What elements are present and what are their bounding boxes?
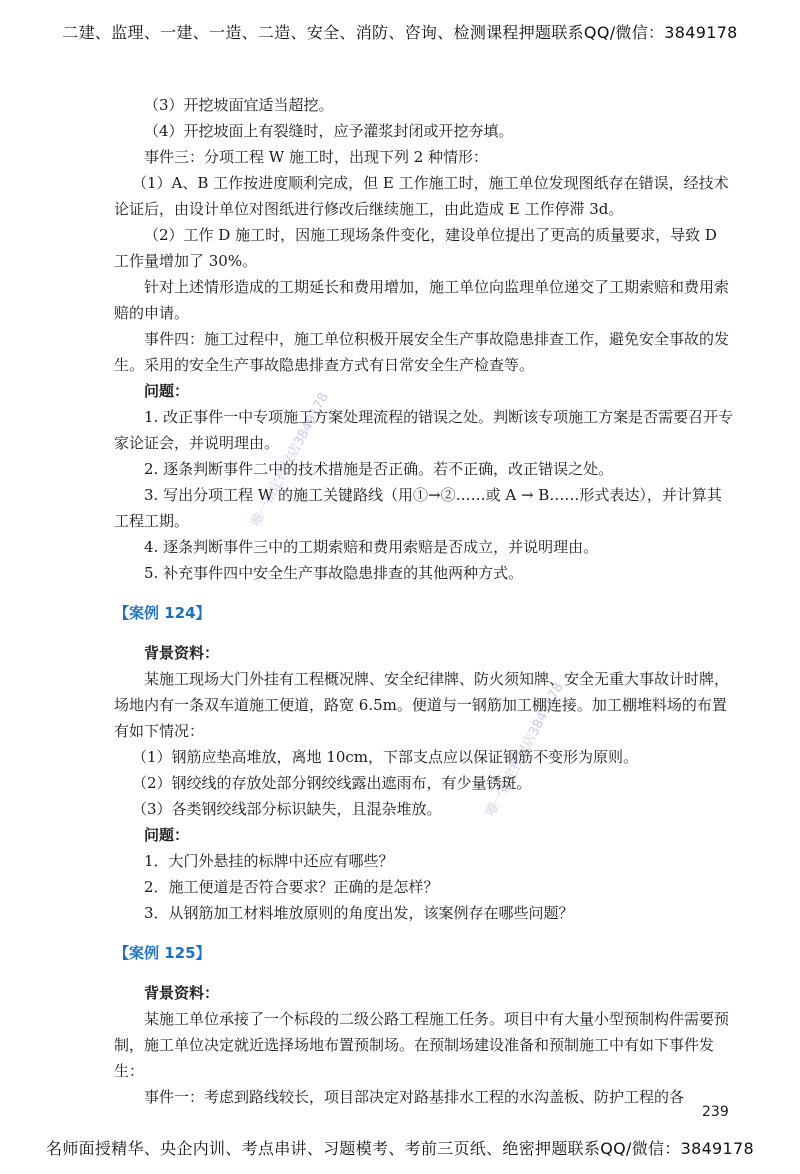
list-item: （1）钢筋应垫高堆放，离地 10cm，下部支点应以保证钢筋不变形为原则。 [132,748,639,766]
background-heading: 背景资料： [144,984,220,1002]
background-heading: 背景资料： [144,644,220,662]
watermark: 唯一指定授权店3849178 [248,390,332,529]
question-item: 3. 写出分项工程 W 的施工关键路线（用①→②……或 A → B……形式表达），并计算其工程工期。 [114,486,722,530]
question-item: 2．施工便道是否符合要求？正确的是怎样？ [144,878,439,896]
question-item: 2. 逐条判断事件二中的技术措施是否正确。若不正确，改正错误之处。 [144,460,614,478]
questions-heading: 问题： [144,826,190,844]
paragraph: 事件三：分项工程 W 施工时，出现下列 2 种情形： [144,148,489,166]
case-124-title: 【案例 124】 [114,604,211,622]
paragraph: 某施工现场大门外挂有工程概况牌、安全纪律牌、防火须知牌、安全无重大事故计时牌，场地内有一条双车道施工便道，路宽 6.5m。便道与一钢筋加工棚连接。加工棚堆料场的布置有如下情况： [114,670,730,740]
page-number: 239 [702,1104,729,1120]
page-content [114,92,736,1110]
paragraph: （2）工作 D 施工时，因施工现场条件变化，建设单位提出了更高的质量要求，导致 D 工作量增加了 30%。 [114,226,717,270]
paragraph: （1）A、B 工作按进度顺利完成，但 E 工作施工时，施工单位发现图纸存在错误，经技术论证后，由设计单位对图纸进行修改后继续施工，由此造成 E 工作停滞 3d。 [114,174,729,218]
question-item: 1．大门外悬挂的标牌中还应有哪些？ [144,852,394,870]
questions-heading: 问题： [144,382,190,400]
paragraph: （4）开挖坡面上有裂缝时，应予灌浆封闭或开挖夯填。 [144,122,514,140]
watermark: 唯一指定授权店3849178 [483,680,567,819]
question-item: 4. 逐条判断事件三中的工期索赔和费用索赔是否成立，并说明理由。 [144,538,599,556]
question-item: 5. 补充事件四中安全生产事故隐患排查的其他两种方式。 [144,564,524,582]
header-banner: 二建、监理、一建、一造、二造、安全、消防、咨询、检测课程押题联系QQ/微信：3849178 [62,23,738,42]
paragraph: （3）开挖坡面宜适当超挖。 [144,96,334,114]
list-item: （2）钢绞线的存放处部分钢绞线露出遮雨布，有少量锈斑。 [132,774,532,792]
paragraph: 事件四：施工过程中，施工单位积极开展安全生产事故隐患排查工作，避免安全事故的发生。采用的安全生产事故隐患排查方式有日常安全生产检查等。 [114,330,730,374]
paragraph: 针对上述情形造成的工期延长和费用增加，施工单位向监理单位递交了工期索赔和费用索赔的申请。 [114,278,730,322]
paragraph: 事件一：考虑到路线较长，项目部决定对路基排水工程的水沟盖板、防护工程的各 [144,1088,685,1106]
case-125-title: 【案例 125】 [114,944,211,962]
footer-banner: 名师面授精华、央企内训、考点串讲、习题模考、考前三页纸、绝密押题联系QQ/微信：3849178 [46,1139,754,1158]
paragraph: 某施工单位承接了一个标段的二级公路工程施工任务。项目中有大量小型预制构件需要预制，施工单位决定就近选择场地布置预制场。在预制场建设准备和预制施工中有如下事件发生： [114,1010,730,1080]
list-item: （3）各类钢绞线部分标识缺失，且混杂堆放。 [132,800,442,818]
question-item: 1. 改正事件一中专项施工方案处理流程的错误之处。判断该专项施工方案是否需要召开专家论证会，并说明理由。 [114,408,734,452]
question-item: 3．从钢筋加工材料堆放原则的角度出发，该案例存在哪些问题？ [144,904,574,922]
